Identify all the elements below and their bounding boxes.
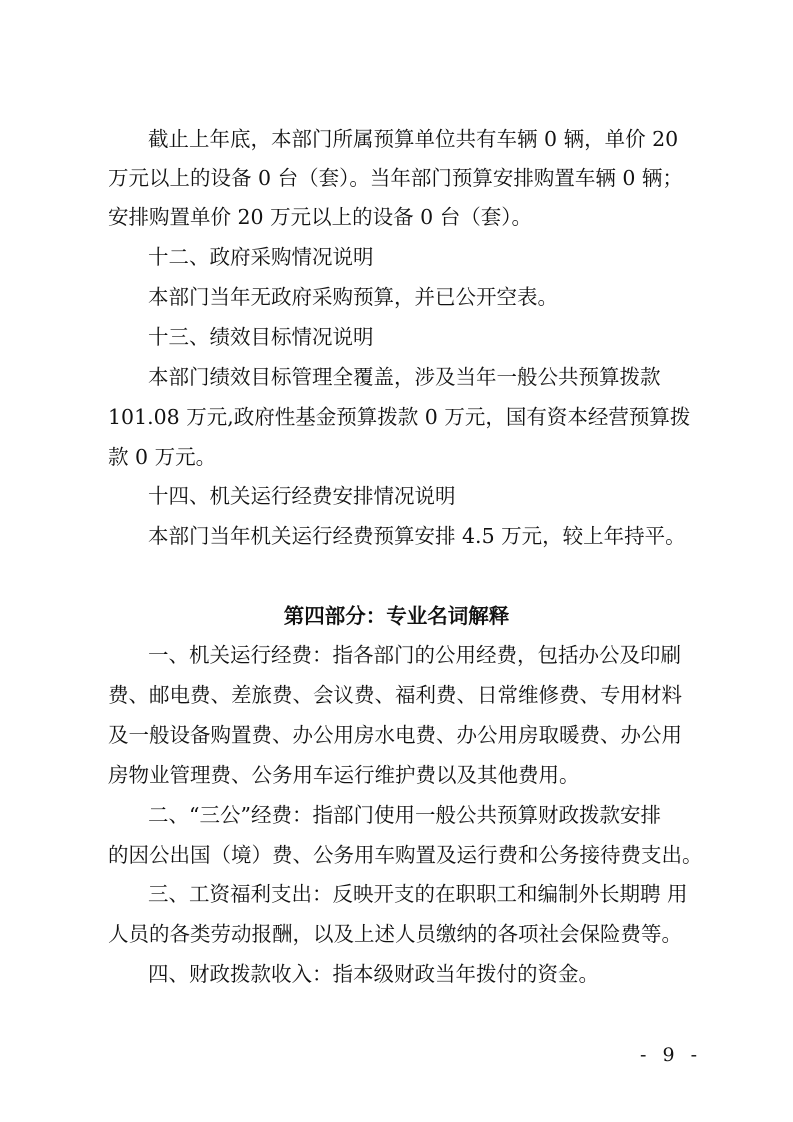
paragraph-line: 及一般设备购置费、办公用房水电费、办公用房取暖费、办公用 bbox=[108, 723, 682, 747]
paragraph-line: 本部门绩效目标管理全覆盖，涉及当年一般公共预算拨款 bbox=[148, 365, 661, 389]
paragraph-line: 一、机关运行经费：指各部门的公用经费，包括办公及印刷 bbox=[148, 643, 681, 667]
paragraph-line: 本部门当年无政府采购预算，并已公开空表。 bbox=[148, 285, 558, 309]
paragraph-line: 万元以上的设备 0 台（套）。当年部门预算安排购置车辆 0 辆； bbox=[108, 166, 683, 190]
section-heading-13: 十三、绩效目标情况说明 bbox=[148, 325, 374, 349]
page-number: - 9 - bbox=[640, 1044, 703, 1066]
part-title: 第四部分：专业名词解释 bbox=[283, 604, 510, 628]
paragraph-line: 房物业管理费、公务用车运行维护费以及其他费用。 bbox=[108, 763, 580, 787]
paragraph-line: 安排购置单价 20 万元以上的设备 0 台（套）。 bbox=[108, 205, 532, 229]
paragraph-line: 费、邮电费、差旅费、会议费、福利费、日常维修费、专用材料 bbox=[108, 683, 682, 707]
paragraph-line: 截止上年底，本部门所属预算单位共有车辆 0 辆，单价 20 bbox=[148, 127, 679, 151]
section-heading-14: 十四、机关运行经费安排情况说明 bbox=[148, 484, 456, 508]
section-heading-12: 十二、政府采购情况说明 bbox=[148, 245, 374, 269]
paragraph-line: 三、工资福利支出：反映开支的在职职工和编制外长期聘 用 bbox=[148, 882, 688, 906]
paragraph-line: 四、财政拨款收入：指本级财政当年拨付的资金。 bbox=[148, 962, 599, 986]
paragraph-line: 二、“三公”经费：指部门使用一般公共预算财政拨款安排 bbox=[148, 803, 661, 827]
paragraph-line: 本部门当年机关运行经费预算安排 4.5 万元，较上年持平。 bbox=[148, 524, 686, 548]
paragraph-line: 人员的各类劳动报酬，以及上述人员缴纳的各项社会保险费等。 bbox=[108, 922, 682, 946]
paragraph-line: 的因公出国（境）费、公务用车购置及运行费和公务接待费支出。 bbox=[108, 843, 703, 867]
paragraph-line: 款 0 万元。 bbox=[108, 445, 217, 469]
paragraph-line: 101.08 万元,政府性基金预算拨款 0 万元，国有资本经营预算拨 bbox=[108, 405, 691, 429]
